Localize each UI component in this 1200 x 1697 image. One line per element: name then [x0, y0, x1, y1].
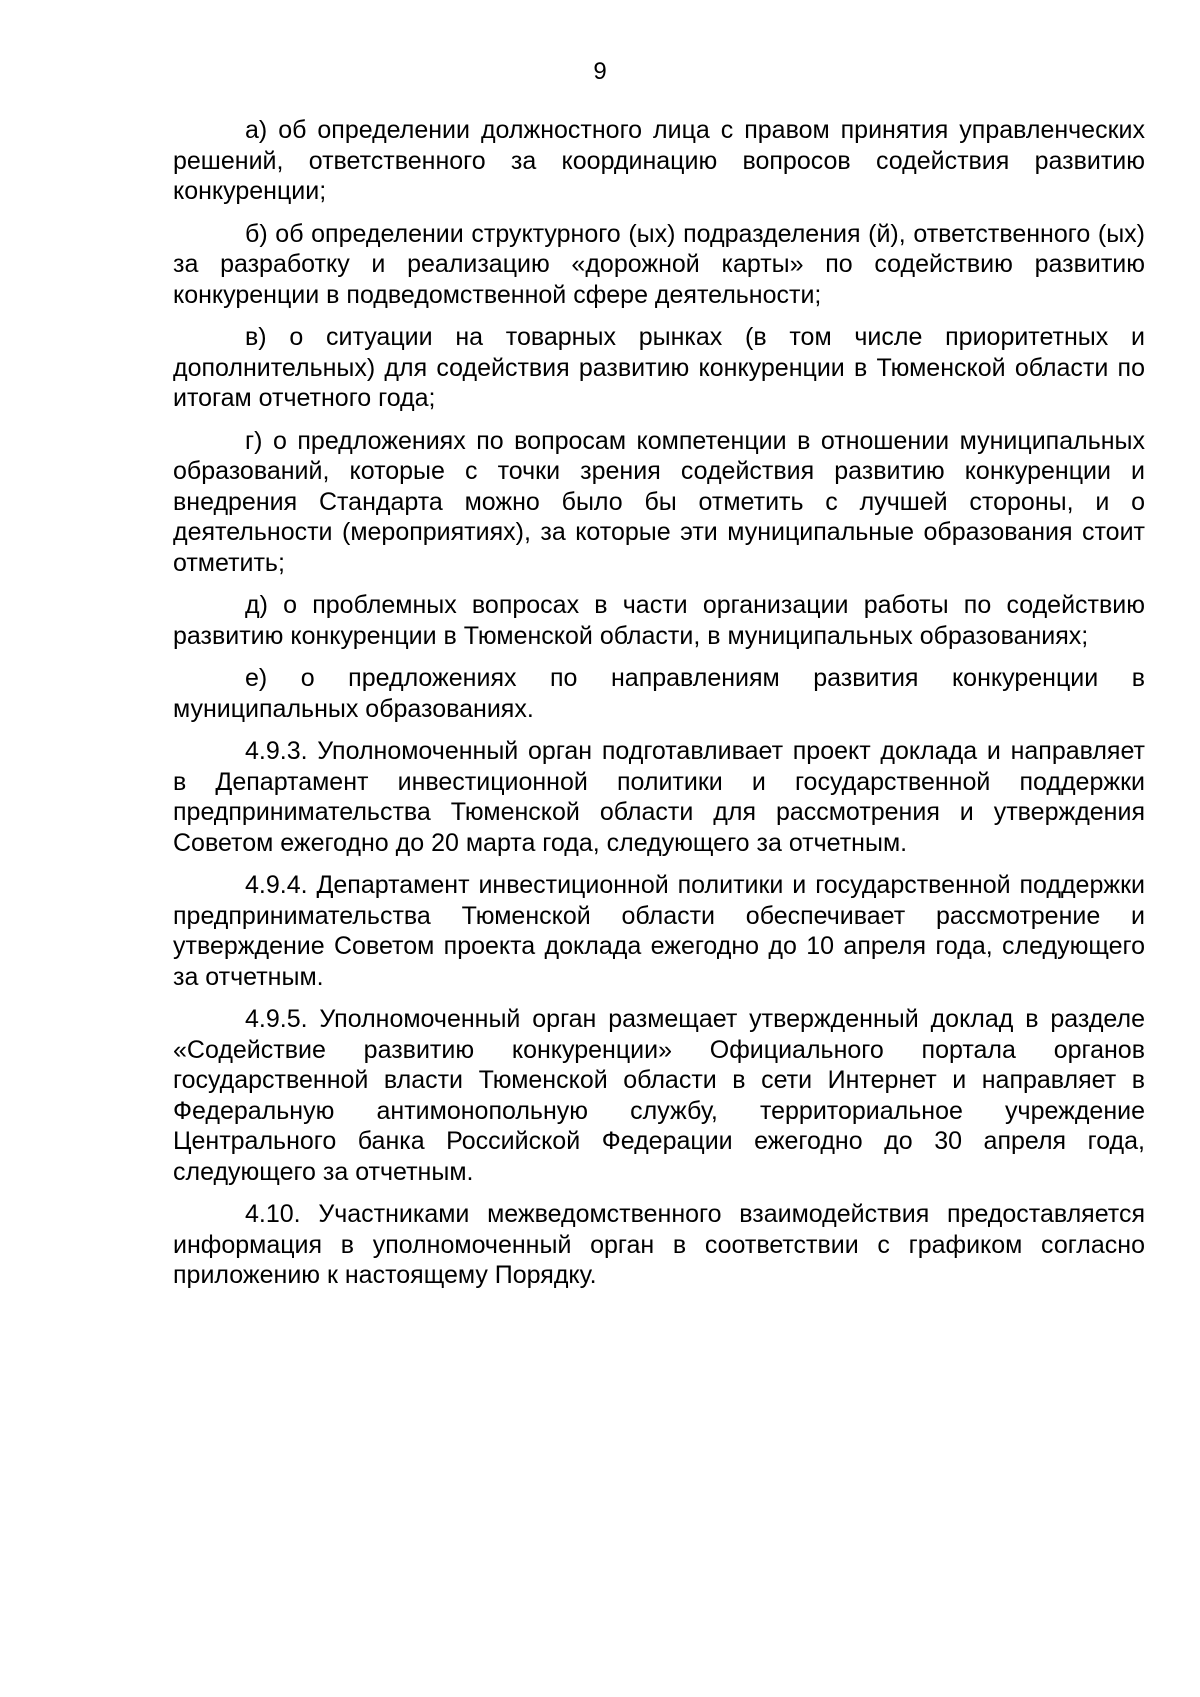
page-number: 9 [593, 58, 607, 85]
paragraph-4-10: 4.10. Участниками межведомственного взаимодействия предоставляется информация в уполномоченный орган в соответствии с графиком согласно приложению к настоящему Порядку. [173, 1200, 1145, 1289]
paragraph-item-g: г) о предложениях по вопросам компетенции в отношении муниципальных образований, которые с точки зрения содействия развитию конкуренции и внедрения Стандарта можно было бы отметить с лучшей стороны, и о деятельности (мероприятиях), за которые эти муниципальные образования стоит отметить; [173, 426, 1145, 577]
paragraph-4-9-5: 4.9.5. Уполномоченный орган размещает утвержденный доклад в разделе «Содействие развитию конкуренции» Официального портала органов государственной власти Тюменской области в сети Интернет и направляет в Федеральную антимонопольную службу, территориальное учреждение Центрального банка Российской Федерации ежегодно до 30 апреля года, следующего за отчетным. [173, 1005, 1145, 1186]
paragraph-item-d: д) о проблемных вопросах в части организации работы по содействию развитию конкуренции в Тюменской области, в муниципальных образованиях; [173, 591, 1145, 650]
document-body [173, 115, 1145, 1303]
paragraph-item-b: б) об определении структурного (ых) подразделения (й), ответственного (ых) за разработку и реализацию «дорожной карты» по содействию развитию конкуренции в подведомственной сфере деятельности; [173, 219, 1145, 309]
paragraph-item-e: е) о предложениях по направлениям развития конкуренции в муниципальных образованиях. [173, 664, 1145, 723]
paragraph-item-a: а) об определении должностного лица с правом принятия управленческих решений, ответственного за координацию вопросов содействия развитию конкуренции; [173, 116, 1145, 205]
paragraph-item-v: в) о ситуации на товарных рынках (в том числе приоритетных и дополнительных) для содействия развитию конкуренции в Тюменской области по итогам отчетного года; [173, 323, 1145, 412]
paragraph-4-9-4: 4.9.4. Департамент инвестиционной политики и государственной поддержки предпринимательства Тюменской области обеспечивает рассмотрение и утверждение Советом проекта доклада ежегодно до 10 апреля года, следующего за отчетным. [173, 871, 1145, 991]
paragraph-4-9-3: 4.9.3. Уполномоченный орган подготавливает проект доклада и направляет в Департамент инвестиционной политики и государственной поддержки предпринимательства Тюменской области для рассмотрения и утверждения Советом ежегодно до 20 марта года, следующего за отчетным. [173, 737, 1145, 857]
